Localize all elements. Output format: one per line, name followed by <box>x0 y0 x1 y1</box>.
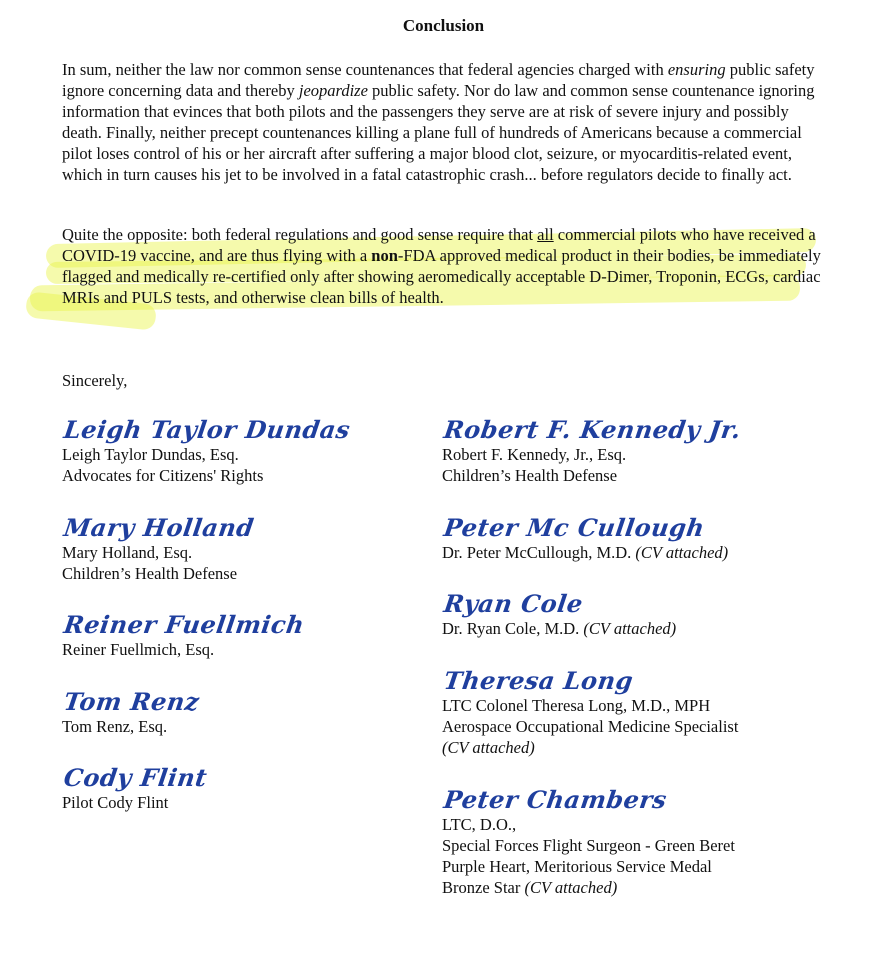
signatory-name: Tom Renz, Esq. <box>62 717 168 736</box>
signatory-honors: Purple Heart, Meritorious Service Medal <box>442 857 712 876</box>
signatory-fuellmich <box>62 610 307 660</box>
signatory-name: LTC Colonel Theresa Long, M.D., MPH <box>442 696 711 715</box>
signatory-name-line <box>442 542 728 563</box>
signature-flint: Cody Flint <box>62 763 210 792</box>
cv-note: (CV attached) <box>442 738 535 757</box>
emphasis-ensuring: ensuring <box>667 60 726 79</box>
signature-fuellmich: Reiner Fuellmich <box>62 610 307 639</box>
signatory-name-line <box>442 618 676 639</box>
paragraph-opposite <box>62 224 822 308</box>
signatory-name: Dr. Ryan Cole, M.D. <box>442 619 584 638</box>
highlighted-text: both federal regulations and good sense require that <box>191 225 538 244</box>
signatory-org: Advocates for Citizens' Rights <box>62 466 264 485</box>
signatory-org: Children’s Health Defense <box>62 564 238 583</box>
signatory-name: Robert F. Kennedy, Jr., Esq. <box>442 445 627 464</box>
signatory-cole <box>442 590 676 639</box>
signatory-title: Aerospace Occupational Medicine Specialist <box>442 717 739 736</box>
signature-chambers: Peter Chambers <box>442 785 669 814</box>
signatory-org: Children’s Health Defense <box>442 466 618 485</box>
signatory-name: LTC, D.O., <box>442 815 517 834</box>
emphasis-jeopardize: jeopardize <box>298 81 368 100</box>
signatory-renz <box>62 687 202 737</box>
text-segment: public safety. Nor do law and common sense countenance ignoring information that evinces that both pilots and the passengers they serve are at risk of severe injury and possibly death. Finally, neither precept countenances killing a plane full of hundreds of Americans because a commercial pilot loses control of his or her aircraft after suffering a major blood clot, seizure, or myocarditis-related event, which in turn causes his jet to be involved in a fatal catastrophic crash... before regulators decide to finally act. <box>62 81 815 184</box>
bold-non: non <box>371 246 398 265</box>
signatory-mccullough <box>442 514 728 563</box>
cv-note: (CV attached) <box>524 878 618 897</box>
signature-holland: Mary Holland <box>62 513 256 542</box>
cv-note: (CV attached) <box>635 543 729 562</box>
text-segment: public safety ignore concerning data and thereby <box>62 60 815 100</box>
signatory-holland <box>62 513 256 584</box>
signature-mccullough: Peter Mc Cullough <box>442 513 707 542</box>
highlighted-text: commercial pilots who have received a COVID-19 vaccine, and are thus flying with a <box>62 225 816 265</box>
signature-renz: Tom Renz <box>62 687 202 716</box>
signatory-long <box>442 667 738 758</box>
signature-dundas: Leigh Taylor Dundas <box>62 415 353 444</box>
highlighted-text: -FDA approved medical product in their bodies, be immediately flagged and medically re-certified only after showing aeromedically acceptable D-Dimer, Troponin, ECGs, cardiac MRIs and PULS tests, and otherwise clean bills of health. <box>62 246 821 307</box>
signature-kennedy: Robert F. Kennedy Jr. <box>442 415 744 444</box>
signatory-name: Leigh Taylor Dundas, Esq. <box>62 445 239 464</box>
closing-salutation: Sincerely, <box>62 371 128 390</box>
signatory-name: Dr. Peter McCullough, M.D. <box>442 543 636 562</box>
signatory-name: Pilot Cody Flint <box>62 793 169 812</box>
signature-cole: Ryan Cole <box>442 589 585 618</box>
signatory-name: Mary Holland, Esq. <box>62 543 193 562</box>
underlined-all: all <box>537 225 554 244</box>
signatory-name: Reiner Fuellmich, Esq. <box>62 640 215 659</box>
cv-note: (CV attached) <box>583 619 677 638</box>
paragraph-summary <box>62 59 822 185</box>
signatory-flint <box>62 763 210 813</box>
signatory-kennedy <box>442 415 744 486</box>
section-heading: Conclusion <box>402 16 485 35</box>
signature-long: Theresa Long <box>442 666 636 695</box>
signatory-chambers <box>442 786 735 898</box>
text-segment: In sum, neither the law nor common sense countenances that federal agencies charged with <box>62 60 668 79</box>
signatory-honors: Bronze Star <box>442 878 525 897</box>
text-segment: Quite the opposite: <box>62 225 192 244</box>
signatory-dundas <box>62 415 353 486</box>
signatory-title: Special Forces Flight Surgeon - Green Beret <box>442 836 735 855</box>
signatory-honors-line <box>442 877 735 898</box>
